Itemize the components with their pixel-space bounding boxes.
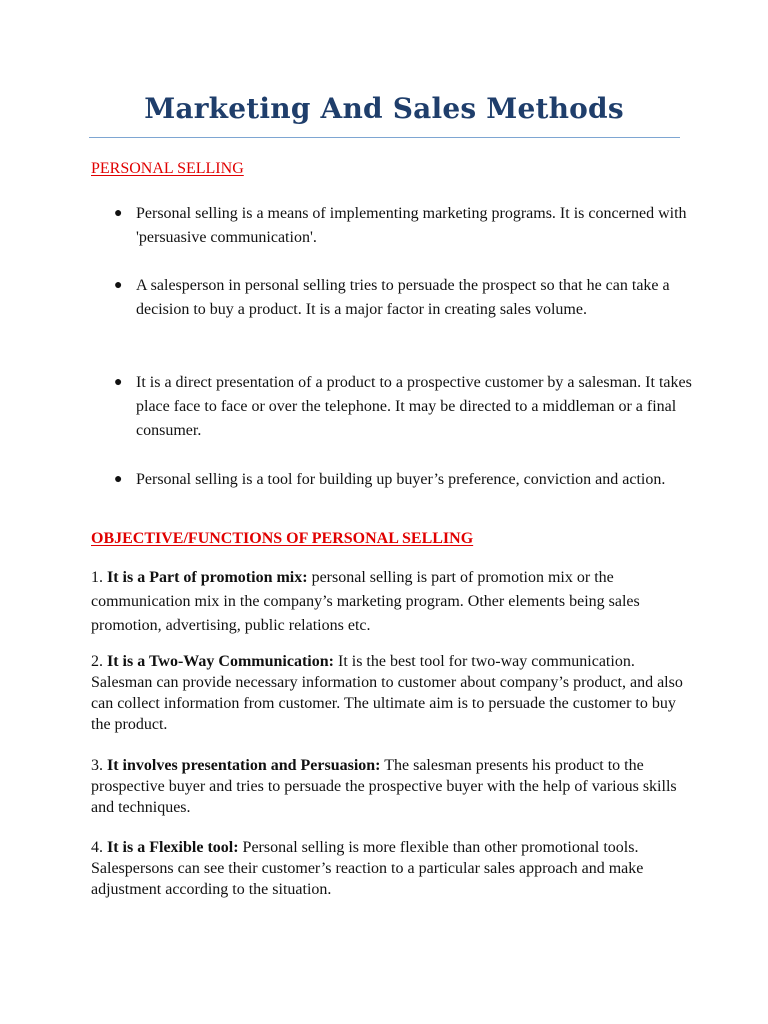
- bullet-text: Personal selling is a means of implementing marketing programs. It is concerned with 'persuasive communication'.: [136, 205, 687, 246]
- point-text: It is the best tool for two-way communication. Salesman can provide necessary information to customer about company’s product, and also can collect information from customer. The ultimate aim is to persuade the customer to buy the product.: [91, 653, 683, 733]
- numbered-point: [91, 837, 691, 900]
- point-number: 3.: [91, 757, 103, 774]
- point-text: personal selling is part of promotion mix or the communication mix in the company’s marketing program. Other elements being sales promotion, advertising, public relations etc.: [91, 569, 640, 634]
- point-text: Personal selling is more flexible than other promotional tools. Salespersons can see their customer’s reaction to a particular sales approach and make adjustment according to the situation.: [91, 839, 644, 898]
- bullet-item: [114, 371, 696, 443]
- numbered-point: [91, 755, 691, 818]
- section-heading-objectives: OBJECTIVE/FUNCTIONS OF PERSONAL SELLING: [91, 530, 474, 547]
- point-title: It is a Two-Way Communication:: [107, 653, 334, 670]
- point-title: It is a Flexible tool:: [107, 839, 239, 856]
- numbered-point: [91, 651, 691, 735]
- section-heading-personal-selling: PERSONAL SELLING: [91, 160, 244, 177]
- bullet-text: A salesperson in personal selling tries to persuade the prospect so that he can take a decision to buy a product. It is a major factor in creating sales volume.: [136, 277, 670, 318]
- point-number: 4.: [91, 839, 103, 856]
- point-number: 1.: [91, 569, 103, 586]
- point-title: It involves presentation and Persuasion:: [107, 757, 381, 774]
- bullet-item: [114, 202, 696, 250]
- bullet-item: [114, 274, 696, 322]
- bullet-icon: ●: [114, 472, 123, 487]
- bullet-icon: ●: [114, 375, 123, 390]
- bullet-text: Personal selling is a tool for building up buyer’s preference, conviction and action.: [136, 471, 666, 488]
- bullet-item: [114, 468, 696, 492]
- point-text: The salesman presents his product to the prospective buyer and tries to persuade the prospective buyer with the help of various skills and techniques.: [91, 757, 677, 816]
- bullet-text: It is a direct presentation of a product to a prospective customer by a salesman. It takes place face to face or over the telephone. It may be directed to a middleman or a final consumer.: [136, 374, 692, 439]
- numbered-point: [91, 566, 691, 638]
- bullet-icon: ●: [114, 278, 123, 293]
- title-divider: [89, 137, 680, 138]
- page-title: Marketing And Sales Methods: [144, 92, 624, 125]
- point-number: 2.: [91, 653, 103, 670]
- bullet-icon: ●: [114, 206, 123, 221]
- point-title: It is a Part of promotion mix:: [107, 569, 308, 586]
